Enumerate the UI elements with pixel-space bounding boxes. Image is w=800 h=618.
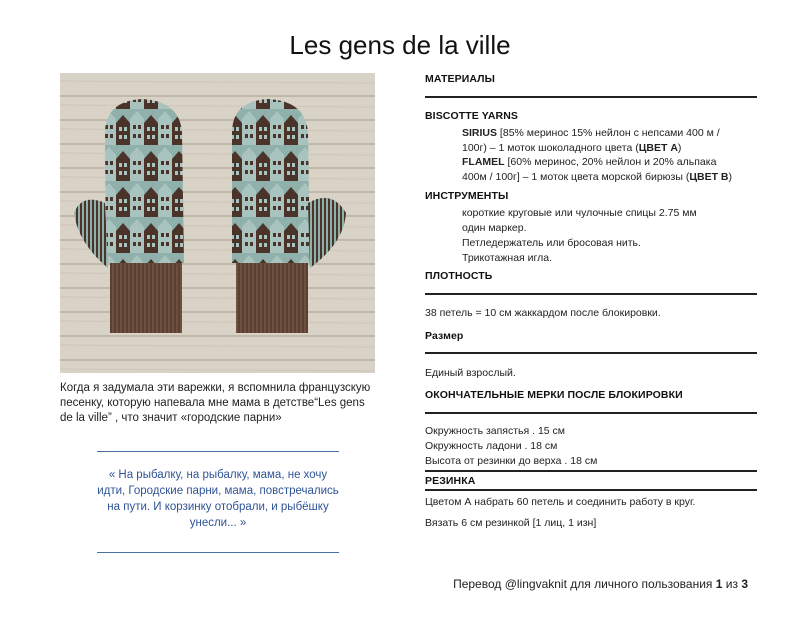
quote-top-divider xyxy=(97,451,339,452)
gauge-rule xyxy=(425,293,757,295)
gauge-text: 38 петель = 10 см жаккардом после блокировки. xyxy=(425,307,661,319)
mittens-photo xyxy=(60,73,375,373)
song-quote: « На рыбалку, на рыбалку, мама, не хочу идти, Городские парни, мама, повстречались на пути. И корзинку отобрали, и рыбёшку унесли... » xyxy=(97,469,339,529)
flamel-desc-1: [60% меринос, 20% нейлон и 20% альпака xyxy=(504,156,717,168)
ribbing-rule-top xyxy=(425,470,757,472)
quote-bottom-divider xyxy=(97,552,339,553)
flamel-color: ЦВЕТ В xyxy=(689,171,729,183)
size-rule xyxy=(425,352,757,354)
tool-item: один маркер. xyxy=(462,222,527,234)
ribbing-line-2: Вязать 6 см резинкой [1 лиц, 1 изн] xyxy=(425,517,597,529)
page-sep: из xyxy=(722,577,742,591)
sirius-end: ) xyxy=(677,142,682,154)
yarn-sirius xyxy=(462,126,762,156)
flamel-desc-2: 400м / 100г] – 1 моток цвета морской бирюзы ( xyxy=(462,171,690,183)
intro-text: Когда я задумала эти варежки, я вспомнила французскую песенку, которую напевала мне мама в детстве“Les gens de la ville” , что значит «городские парни» xyxy=(60,382,371,424)
measures-list xyxy=(425,424,755,469)
knitted-mittens-image xyxy=(60,73,375,373)
measures-heading: ОКОНЧАТЕЛЬНЫЕ МЕРКИ ПОСЛЕ БЛОКИРОВКИ xyxy=(425,389,683,401)
footer-text: Перевод @lingvaknit для личного пользования xyxy=(453,577,716,591)
measure-item: Высота от резинки до верха . 18 см xyxy=(425,455,598,467)
sirius-desc-2: 100г) – 1 моток шоколадного цвета ( xyxy=(462,142,639,154)
measure-item: Окружность запястья . 15 см xyxy=(425,425,566,437)
page-total: 3 xyxy=(741,577,748,591)
page-footer xyxy=(453,577,748,591)
page-number: 1 xyxy=(715,577,723,591)
yarn-brand: BISCOTTE YARNS xyxy=(425,110,519,122)
ribbing-rule-bottom xyxy=(425,489,757,491)
materials-heading: МАТЕРИАЛЫ xyxy=(425,73,496,85)
ribbing-line-1: Цветом А набрать 60 петель и соединить работу в круг. xyxy=(425,496,696,508)
flamel-end: ) xyxy=(728,171,732,183)
ribbing-heading: РЕЗИНКА xyxy=(425,475,476,487)
sirius-color: ЦВЕТ А xyxy=(638,142,678,154)
size-text: Единый взрослый. xyxy=(425,367,516,379)
tool-item: короткие круговые или чулочные спицы 2.75 мм xyxy=(462,207,697,219)
measure-item: Окружность ладони . 18 см xyxy=(425,440,558,452)
yarn-flamel xyxy=(462,155,762,185)
sirius-desc-1: [85% меринос 15% нейлон с непсами 400 м / xyxy=(497,127,720,139)
gauge-heading: ПЛОТНОСТЬ xyxy=(425,270,493,282)
tool-item: Петледержатель или бросовая нить. xyxy=(462,237,641,249)
sirius-name: SIRIUS xyxy=(462,127,498,139)
size-heading: Размер xyxy=(425,330,464,342)
page-title: Les gens de la ville xyxy=(289,30,511,60)
flamel-name: FLAMEL xyxy=(462,156,505,168)
measures-rule xyxy=(425,412,757,414)
tools-heading: ИНСТРУМЕНТЫ xyxy=(425,190,509,202)
materials-rule xyxy=(425,96,757,98)
tools-list xyxy=(462,206,762,266)
tool-item: Трикотажная игла. xyxy=(462,252,552,264)
